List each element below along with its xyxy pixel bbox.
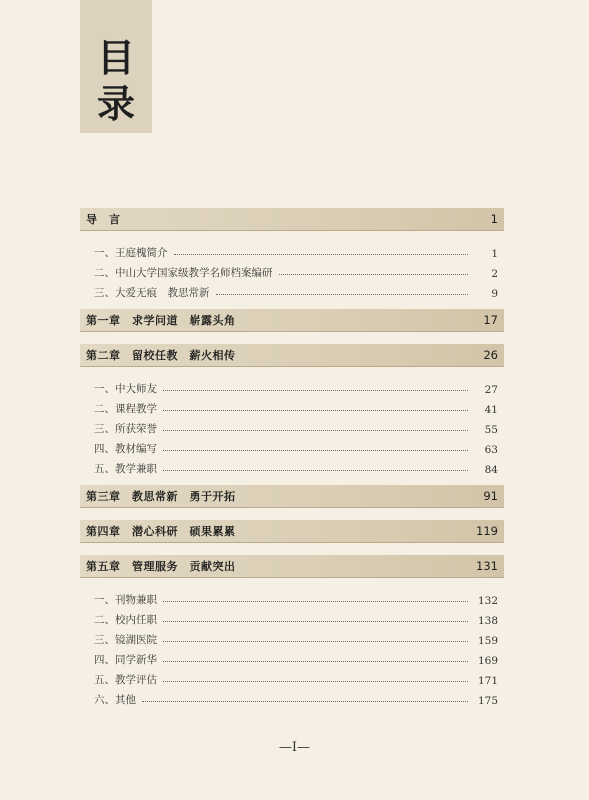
toc-entry[interactable] — [94, 456, 504, 476]
entry-title: 二、校内任职 — [94, 614, 157, 626]
entry-title: 二、中山大学国家级教学名师档案编研 — [94, 267, 273, 279]
entry-title: 二、课程教学 — [94, 403, 157, 415]
chapter-page: 26 — [483, 348, 498, 362]
chapter-page: 91 — [483, 489, 498, 503]
entry-page: 138 — [477, 615, 498, 627]
toc-sublist-ch2 — [80, 367, 504, 485]
leader-dots — [279, 273, 469, 275]
entry-page: 132 — [477, 595, 498, 607]
toc-sublist-ch5 — [80, 578, 504, 716]
chapter-title: 第三章 教思常新 勇于开拓 — [86, 490, 236, 503]
entry-page: 1 — [491, 248, 498, 260]
table-of-contents — [80, 208, 504, 716]
chapter-page: 119 — [476, 524, 498, 538]
entry-page: 171 — [477, 675, 498, 687]
leader-dots — [163, 409, 468, 411]
toc-entry[interactable] — [94, 260, 504, 280]
chapter-title: 第四章 潜心科研 硕果累累 — [86, 525, 236, 538]
entry-title: 五、教学评估 — [94, 674, 157, 686]
leader-dots — [163, 620, 468, 622]
toc-entry[interactable] — [94, 280, 504, 300]
leader-dots — [163, 600, 468, 602]
entry-page: 84 — [484, 464, 498, 476]
toc-entry[interactable] — [94, 416, 504, 436]
entry-page: 175 — [477, 695, 498, 707]
chapter-title: 第五章 管理服务 贡献突出 — [86, 560, 236, 573]
toc-heading-box — [80, 0, 152, 133]
entry-page: 159 — [477, 635, 498, 647]
toc-entry[interactable] — [94, 436, 504, 456]
entry-title: 一、刊物兼职 — [94, 594, 157, 606]
toc-chapter-5[interactable] — [80, 555, 504, 578]
toc-sublist-intro — [80, 231, 504, 309]
chapter-title: 第一章 求学问道 崭露头角 — [86, 314, 236, 327]
leader-dots — [163, 680, 468, 682]
chapter-page: 131 — [476, 559, 498, 573]
leader-dots — [163, 469, 468, 471]
entry-page: 2 — [491, 268, 498, 280]
entry-title: 四、同学新华 — [94, 654, 157, 666]
toc-heading-char-1: 目 — [96, 36, 135, 80]
entry-title: 三、大爱无痕 教思常新 — [94, 287, 210, 299]
page-number: —I— — [278, 740, 311, 755]
toc-entry[interactable] — [94, 396, 504, 416]
entry-page: 27 — [484, 384, 498, 396]
leader-dots — [216, 293, 469, 295]
spacer — [80, 332, 504, 344]
chapter-page: 1 — [490, 212, 498, 226]
entry-page: 9 — [491, 288, 498, 300]
toc-entry[interactable] — [94, 687, 504, 707]
entry-page: 63 — [484, 444, 498, 456]
toc-heading-char-2: 录 — [96, 82, 135, 126]
toc-entry[interactable] — [94, 376, 504, 396]
entry-page: 55 — [484, 424, 498, 436]
leader-dots — [163, 660, 468, 662]
entry-title: 三、所获荣誉 — [94, 423, 157, 435]
entry-page: 169 — [477, 655, 498, 667]
chapter-title: 第二章 留校任教 薪火相传 — [86, 349, 236, 362]
spacer — [80, 508, 504, 520]
leader-dots — [163, 429, 468, 431]
toc-chapter-2[interactable] — [80, 344, 504, 367]
entry-page: 41 — [484, 404, 498, 416]
leader-dots — [163, 449, 468, 451]
leader-dots — [163, 389, 468, 391]
toc-chapter-intro[interactable] — [80, 208, 504, 231]
toc-chapter-4[interactable] — [80, 520, 504, 543]
leader-dots — [163, 640, 468, 642]
toc-entry[interactable] — [94, 240, 504, 260]
entry-title: 一、王庭槐简介 — [94, 247, 168, 259]
toc-entry[interactable] — [94, 627, 504, 647]
toc-entry[interactable] — [94, 647, 504, 667]
toc-entry[interactable] — [94, 587, 504, 607]
chapter-page: 17 — [483, 313, 498, 327]
chapter-title: 导 言 — [86, 213, 121, 226]
toc-chapter-1[interactable] — [80, 309, 504, 332]
entry-title: 一、中大师友 — [94, 383, 157, 395]
toc-chapter-3[interactable] — [80, 485, 504, 508]
entry-title: 六、其他 — [94, 694, 136, 706]
entry-title: 三、镜湖医院 — [94, 634, 157, 646]
leader-dots — [142, 700, 468, 702]
spacer — [80, 543, 504, 555]
entry-title: 四、教材编写 — [94, 443, 157, 455]
toc-entry[interactable] — [94, 607, 504, 627]
entry-title: 五、教学兼职 — [94, 463, 157, 475]
toc-entry[interactable] — [94, 667, 504, 687]
leader-dots — [174, 253, 469, 255]
